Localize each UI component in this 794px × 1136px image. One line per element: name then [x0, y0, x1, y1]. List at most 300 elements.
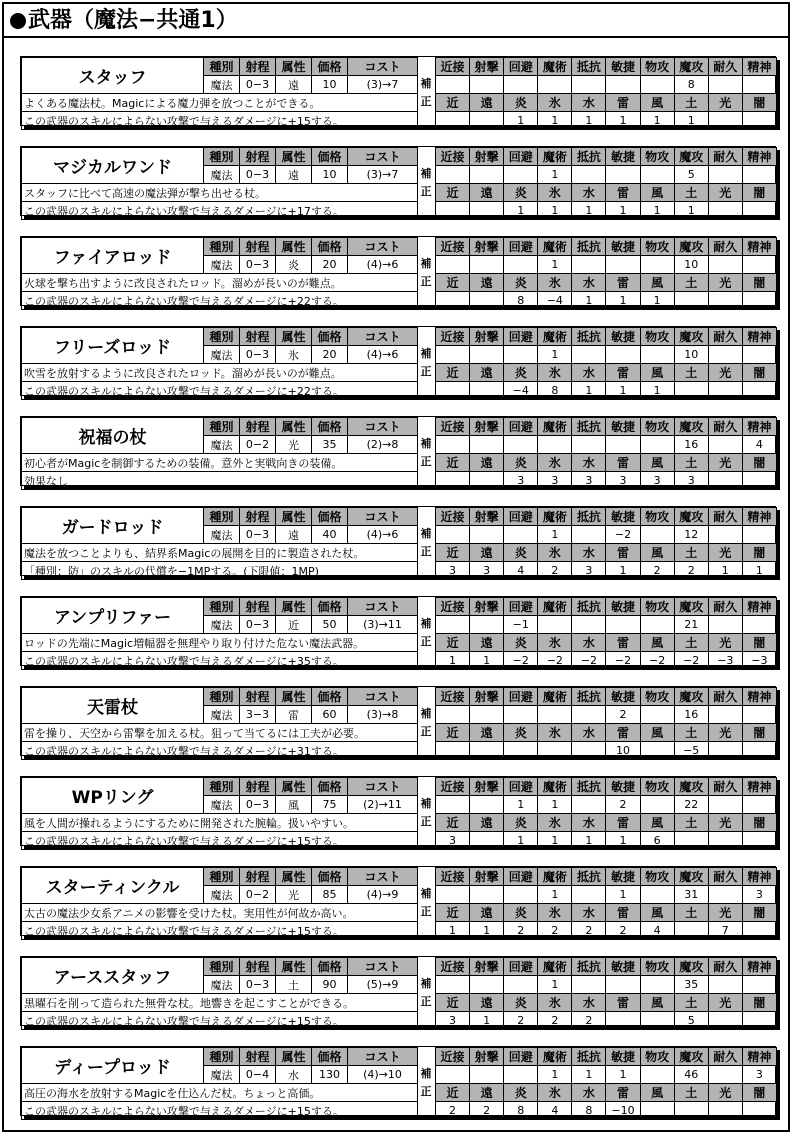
- value-cell: 2: [572, 1012, 606, 1030]
- header-cell: 価格: [312, 1048, 348, 1066]
- header-cell: 氷: [538, 724, 572, 742]
- value-cell: 16: [674, 436, 708, 454]
- value-cell: 3: [742, 886, 776, 904]
- header-cell: 土: [674, 634, 708, 652]
- value-cell: [742, 76, 776, 94]
- header-cell: 氷: [538, 364, 572, 382]
- header-cell: 光: [708, 544, 742, 562]
- header-cell: 耐久: [708, 238, 742, 256]
- weapon-name: WPリング: [22, 778, 204, 814]
- value-cell: [538, 616, 572, 634]
- value-cell: [640, 616, 674, 634]
- price-value: 130: [312, 1066, 348, 1084]
- weapon-info-table: [21, 147, 418, 220]
- price-value: 35: [312, 436, 348, 454]
- header-cell: 魔攻: [674, 958, 708, 976]
- value-cell: [640, 1102, 674, 1120]
- header-cell: 雷: [606, 184, 640, 202]
- header-cell: 魔攻: [674, 328, 708, 346]
- value-cell: [708, 742, 742, 760]
- header-cell: 物攻: [640, 238, 674, 256]
- value-cell: 8: [674, 76, 708, 94]
- header-cell: 闇: [742, 814, 776, 832]
- value-cell: 10: [674, 256, 708, 274]
- header-cell: 近接: [436, 868, 470, 886]
- weapon-name: アーススタッフ: [22, 958, 204, 994]
- page-title-text: 武器（魔法−共通1）: [28, 8, 238, 33]
- header-cell: 価格: [312, 868, 348, 886]
- header-cell: 耐久: [708, 508, 742, 526]
- value-cell: 1: [538, 202, 572, 220]
- attr-value: 土: [276, 976, 312, 994]
- weapon-description: 太古の魔法少女系アニメの影響を受けた杖。実用性が何故か高い。: [22, 904, 418, 922]
- weapon-effect-note: 「種別：防」のスキルの代償を−1MPする。(下限値：1MP): [22, 562, 418, 580]
- sei-label: 正: [420, 95, 432, 108]
- header-cell: 価格: [312, 598, 348, 616]
- weapon-description: 吹雪を放射するように改良されたロッド。溜めが長いのが難点。: [22, 364, 418, 382]
- header-cell: 氷: [538, 544, 572, 562]
- header-cell: 射撃: [470, 238, 504, 256]
- header-cell: 風: [640, 634, 674, 652]
- header-cell: 魔術: [538, 1048, 572, 1066]
- attr-value: 遠: [276, 526, 312, 544]
- value-cell: 1: [572, 832, 606, 850]
- header-cell: 耐久: [708, 58, 742, 76]
- value-cell: [640, 166, 674, 184]
- header-cell: 属性: [276, 688, 312, 706]
- ho-label: 補: [420, 617, 432, 630]
- header-cell: 近接: [436, 58, 470, 76]
- header-cell: 射程: [240, 328, 276, 346]
- value-cell: [742, 796, 776, 814]
- header-cell: 遠: [470, 94, 504, 112]
- header-cell: 近: [436, 634, 470, 652]
- weapon-info-table: [21, 417, 418, 490]
- value-cell: 1: [640, 202, 674, 220]
- header-cell: 抵抗: [572, 418, 606, 436]
- header-cell: 闇: [742, 724, 776, 742]
- type-value: 魔法: [204, 796, 240, 814]
- ho-label: 補: [420, 437, 432, 450]
- header-cell: 種別: [204, 328, 240, 346]
- value-cell: 16: [674, 706, 708, 724]
- value-cell: [606, 616, 640, 634]
- attr-value: 遠: [276, 76, 312, 94]
- value-cell: [708, 1102, 742, 1120]
- weapon-card: [20, 416, 780, 490]
- header-cell: 物攻: [640, 598, 674, 616]
- value-cell: [640, 346, 674, 364]
- value-cell: [742, 832, 776, 850]
- header-cell: 風: [640, 544, 674, 562]
- header-cell: 遠: [470, 634, 504, 652]
- type-value: 魔法: [204, 526, 240, 544]
- value-cell: [504, 706, 538, 724]
- weapon-name: マジカルワンド: [22, 148, 204, 184]
- value-cell: 12: [674, 526, 708, 544]
- value-cell: 2: [606, 796, 640, 814]
- value-cell: 2: [572, 922, 606, 940]
- header-cell: 光: [708, 184, 742, 202]
- value-cell: −2: [674, 652, 708, 670]
- value-cell: 1: [538, 976, 572, 994]
- card-body: [20, 146, 776, 216]
- value-cell: 4: [742, 436, 776, 454]
- card-body: [20, 326, 776, 396]
- header-cell: 風: [640, 364, 674, 382]
- value-cell: [572, 886, 606, 904]
- price-value: 90: [312, 976, 348, 994]
- header-cell: 属性: [276, 58, 312, 76]
- header-cell: 属性: [276, 418, 312, 436]
- value-cell: 1: [538, 112, 572, 130]
- page-frame: [2, 2, 790, 1132]
- header-cell: 敏捷: [606, 328, 640, 346]
- value-cell: 3: [538, 472, 572, 490]
- header-cell: 精神: [742, 868, 776, 886]
- value-cell: [674, 1102, 708, 1120]
- weapon-stat-table: [435, 57, 777, 130]
- header-cell: 遠: [470, 904, 504, 922]
- cost-value: (4)→6: [348, 256, 418, 274]
- value-cell: [742, 472, 776, 490]
- ho-label: 補: [420, 527, 432, 540]
- header-cell: 抵抗: [572, 778, 606, 796]
- value-cell: 3: [436, 1012, 470, 1030]
- price-value: 20: [312, 256, 348, 274]
- sei-label: 正: [420, 635, 432, 648]
- header-cell: 耐久: [708, 778, 742, 796]
- weapon-info-table: [21, 507, 418, 580]
- header-cell: 種別: [204, 778, 240, 796]
- price-value: 85: [312, 886, 348, 904]
- header-cell: 敏捷: [606, 58, 640, 76]
- value-cell: [572, 742, 606, 760]
- header-cell: 氷: [538, 634, 572, 652]
- value-cell: [674, 922, 708, 940]
- value-cell: [470, 976, 504, 994]
- header-cell: 種別: [204, 238, 240, 256]
- header-cell: 魔攻: [674, 58, 708, 76]
- value-cell: [742, 922, 776, 940]
- value-cell: [470, 886, 504, 904]
- value-cell: 1: [538, 796, 572, 814]
- header-cell: 耐久: [708, 688, 742, 706]
- value-cell: [470, 112, 504, 130]
- weapon-name: スターティンクル: [22, 868, 204, 904]
- value-cell: [674, 292, 708, 310]
- header-cell: 雷: [606, 94, 640, 112]
- value-cell: 1: [606, 382, 640, 400]
- value-cell: [674, 382, 708, 400]
- attr-value: 雷: [276, 706, 312, 724]
- header-cell: 価格: [312, 238, 348, 256]
- weapon-effect-note: この武器のスキルによらない攻撃で与えるダメージに+22する。: [22, 292, 418, 310]
- value-cell: [470, 832, 504, 850]
- value-cell: 1: [504, 832, 538, 850]
- header-cell: 抵抗: [572, 868, 606, 886]
- value-cell: [742, 526, 776, 544]
- value-cell: [436, 256, 470, 274]
- value-cell: [640, 1066, 674, 1084]
- header-cell: 近: [436, 364, 470, 382]
- value-cell: 1: [742, 562, 776, 580]
- value-cell: [708, 436, 742, 454]
- header-cell: 光: [708, 814, 742, 832]
- value-cell: [572, 346, 606, 364]
- header-cell: 価格: [312, 778, 348, 796]
- header-cell: 風: [640, 184, 674, 202]
- header-cell: 光: [708, 994, 742, 1012]
- header-cell: 近接: [436, 598, 470, 616]
- cost-value: (3)→11: [348, 616, 418, 634]
- value-cell: [708, 706, 742, 724]
- header-cell: 魔攻: [674, 778, 708, 796]
- header-cell: 闇: [742, 544, 776, 562]
- header-cell: 光: [708, 94, 742, 112]
- value-cell: 1: [572, 202, 606, 220]
- header-cell: 回避: [504, 508, 538, 526]
- header-cell: 魔術: [538, 688, 572, 706]
- range-value: 0−3: [240, 166, 276, 184]
- value-cell: 1: [674, 202, 708, 220]
- header-cell: 射撃: [470, 688, 504, 706]
- weapon-name: ガードロッド: [22, 508, 204, 544]
- header-cell: 炎: [504, 904, 538, 922]
- value-cell: [640, 256, 674, 274]
- value-cell: 3: [470, 562, 504, 580]
- header-cell: 遠: [470, 454, 504, 472]
- value-cell: 1: [606, 202, 640, 220]
- header-cell: 種別: [204, 508, 240, 526]
- value-cell: [504, 1066, 538, 1084]
- value-cell: [742, 382, 776, 400]
- header-cell: 土: [674, 724, 708, 742]
- value-cell: [436, 742, 470, 760]
- header-cell: 近: [436, 994, 470, 1012]
- header-cell: 炎: [504, 184, 538, 202]
- header-cell: 近接: [436, 958, 470, 976]
- weapon-description: スタッフに比べて高速の魔法弾が撃ち出せる杖。: [22, 184, 418, 202]
- value-cell: [470, 202, 504, 220]
- value-cell: 3: [742, 1066, 776, 1084]
- price-value: 20: [312, 346, 348, 364]
- type-value: 魔法: [204, 976, 240, 994]
- header-cell: 抵抗: [572, 958, 606, 976]
- header-cell: 雷: [606, 994, 640, 1012]
- weapon-effect-note: この武器のスキルによらない攻撃で与えるダメージに+15する。: [22, 922, 418, 940]
- value-cell: [708, 976, 742, 994]
- value-cell: [538, 742, 572, 760]
- header-cell: 土: [674, 274, 708, 292]
- header-cell: 近接: [436, 778, 470, 796]
- header-cell: 射撃: [470, 148, 504, 166]
- sei-label: 正: [420, 455, 432, 468]
- header-cell: 抵抗: [572, 58, 606, 76]
- value-cell: [504, 166, 538, 184]
- cost-value: (5)→9: [348, 976, 418, 994]
- value-cell: 1: [606, 292, 640, 310]
- header-cell: 闇: [742, 274, 776, 292]
- value-cell: [470, 526, 504, 544]
- header-cell: 物攻: [640, 508, 674, 526]
- header-cell: 精神: [742, 508, 776, 526]
- header-cell: 光: [708, 274, 742, 292]
- value-cell: [436, 526, 470, 544]
- card-body: [20, 506, 776, 576]
- range-value: 0−2: [240, 436, 276, 454]
- value-cell: 21: [674, 616, 708, 634]
- header-cell: コスト: [348, 328, 418, 346]
- header-cell: 水: [572, 994, 606, 1012]
- weapon-description: 火球を撃ち出すように改良されたロッド。溜めが長いのが難点。: [22, 274, 418, 292]
- value-cell: 1: [470, 652, 504, 670]
- header-cell: 敏捷: [606, 958, 640, 976]
- header-cell: 抵抗: [572, 1048, 606, 1066]
- attr-value: 水: [276, 1066, 312, 1084]
- header-cell: 回避: [504, 778, 538, 796]
- weapon-description: 黒曜石を削って造られた無骨な杖。地響きを起こすことができる。: [22, 994, 418, 1012]
- weapon-info-table: [21, 327, 418, 400]
- value-cell: 1: [538, 1066, 572, 1084]
- header-cell: 射程: [240, 508, 276, 526]
- header-cell: 光: [708, 454, 742, 472]
- value-cell: 3: [640, 472, 674, 490]
- header-cell: 敏捷: [606, 508, 640, 526]
- value-cell: [742, 346, 776, 364]
- value-cell: [470, 76, 504, 94]
- card-body: [20, 866, 776, 936]
- header-cell: 敏捷: [606, 1048, 640, 1066]
- header-cell: 物攻: [640, 418, 674, 436]
- header-cell: 闇: [742, 634, 776, 652]
- header-cell: 土: [674, 364, 708, 382]
- header-cell: 魔術: [538, 148, 572, 166]
- value-cell: [504, 526, 538, 544]
- header-cell: 遠: [470, 544, 504, 562]
- weapon-info-table: [21, 777, 418, 850]
- value-cell: [572, 796, 606, 814]
- value-cell: 1: [606, 886, 640, 904]
- header-cell: 射撃: [470, 958, 504, 976]
- value-cell: 7: [708, 922, 742, 940]
- header-cell: 近接: [436, 328, 470, 346]
- header-cell: 土: [674, 904, 708, 922]
- range-value: 0−3: [240, 346, 276, 364]
- attr-value: 光: [276, 886, 312, 904]
- header-cell: 物攻: [640, 1048, 674, 1066]
- value-cell: [640, 1012, 674, 1030]
- header-cell: 回避: [504, 958, 538, 976]
- header-cell: 精神: [742, 238, 776, 256]
- value-cell: [504, 76, 538, 94]
- header-cell: 属性: [276, 328, 312, 346]
- header-cell: 水: [572, 904, 606, 922]
- header-cell: 魔術: [538, 598, 572, 616]
- value-cell: [470, 382, 504, 400]
- weapon-stat-table: [435, 1047, 777, 1120]
- value-cell: 8: [504, 292, 538, 310]
- header-cell: 遠: [470, 184, 504, 202]
- cost-value: (3)→7: [348, 166, 418, 184]
- header-cell: 近: [436, 454, 470, 472]
- weapon-name: 祝福の杖: [22, 418, 204, 454]
- header-cell: 種別: [204, 958, 240, 976]
- header-cell: 種別: [204, 688, 240, 706]
- value-cell: −2: [606, 652, 640, 670]
- header-cell: 氷: [538, 904, 572, 922]
- value-cell: [742, 202, 776, 220]
- value-cell: 1: [504, 202, 538, 220]
- value-cell: [708, 526, 742, 544]
- header-cell: 種別: [204, 598, 240, 616]
- value-cell: [436, 472, 470, 490]
- value-cell: −3: [742, 652, 776, 670]
- header-cell: 闇: [742, 184, 776, 202]
- value-cell: [572, 256, 606, 274]
- header-cell: 遠: [470, 814, 504, 832]
- header-cell: 種別: [204, 148, 240, 166]
- header-cell: 耐久: [708, 328, 742, 346]
- header-cell: 風: [640, 814, 674, 832]
- value-cell: [572, 706, 606, 724]
- value-cell: [436, 202, 470, 220]
- value-cell: [504, 886, 538, 904]
- value-cell: [436, 616, 470, 634]
- header-cell: 魔術: [538, 238, 572, 256]
- value-cell: [470, 742, 504, 760]
- value-cell: −2: [504, 652, 538, 670]
- weapon-card: [20, 146, 780, 220]
- value-cell: 10: [606, 742, 640, 760]
- value-cell: 2: [538, 1012, 572, 1030]
- header-cell: 近: [436, 904, 470, 922]
- header-cell: 水: [572, 454, 606, 472]
- weapon-description: ロッドの先端にMagic増幅器を無理やり取り付けた危ない魔法武器。: [22, 634, 418, 652]
- weapon-card: [20, 866, 780, 940]
- value-cell: 8: [504, 1102, 538, 1120]
- value-cell: 2: [606, 706, 640, 724]
- value-cell: [470, 616, 504, 634]
- sei-label: 正: [420, 1085, 432, 1098]
- header-cell: 水: [572, 274, 606, 292]
- header-cell: 風: [640, 904, 674, 922]
- attr-value: 遠: [276, 166, 312, 184]
- value-cell: [470, 706, 504, 724]
- value-cell: [708, 1012, 742, 1030]
- weapon-info-table: [21, 867, 418, 940]
- value-cell: [742, 166, 776, 184]
- header-cell: 射撃: [470, 328, 504, 346]
- weapon-info-table: [21, 687, 418, 760]
- weapon-description: 雷を操り、天空から雷撃を加える杖。狙って当てるには工夫が必要。: [22, 724, 418, 742]
- header-cell: 敏捷: [606, 148, 640, 166]
- header-cell: 物攻: [640, 148, 674, 166]
- value-cell: 2: [504, 1012, 538, 1030]
- header-cell: 価格: [312, 958, 348, 976]
- value-cell: [504, 346, 538, 364]
- header-cell: 回避: [504, 418, 538, 436]
- header-cell: 近: [436, 184, 470, 202]
- header-cell: 風: [640, 274, 674, 292]
- header-cell: 炎: [504, 724, 538, 742]
- weapon-stat-table: [435, 687, 777, 760]
- value-cell: [708, 112, 742, 130]
- value-cell: [470, 166, 504, 184]
- type-value: 魔法: [204, 706, 240, 724]
- header-cell: 物攻: [640, 958, 674, 976]
- value-cell: [742, 292, 776, 310]
